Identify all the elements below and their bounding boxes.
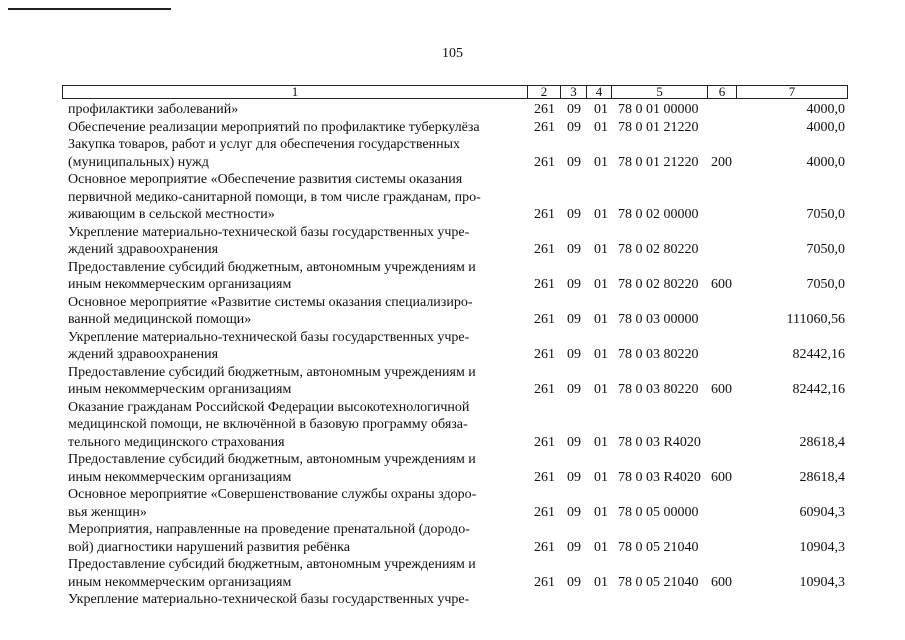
code-section: 09 — [567, 382, 581, 397]
code-admin: 261 — [534, 347, 555, 362]
code-subsection: 01 — [594, 382, 608, 397]
amount: 28618,4 — [799, 434, 845, 450]
description-line: Мероприятия, направленные на проведение пренатальной (дородо- — [68, 522, 470, 537]
description-line: вой) диагностики нарушений развития ребёнка — [68, 539, 350, 555]
amount: 7050,0 — [806, 277, 845, 292]
code-admin: 261 — [534, 102, 555, 117]
code-admin: 261 — [534, 539, 555, 555]
description-line: иным некоммерческим организациям — [68, 469, 292, 485]
column-header-2: 2 — [527, 85, 561, 99]
code-target-item: 78 0 02 00000 — [618, 207, 699, 222]
table-row — [0, 171, 905, 224]
column-header-4: 4 — [586, 85, 612, 99]
table-row — [0, 294, 905, 329]
column-header-5: 5 — [611, 85, 708, 99]
row-description — [68, 294, 520, 329]
description-line: (муниципальных) нужд — [68, 154, 209, 170]
code-target-item: 78 0 02 80220 — [618, 242, 699, 257]
row-description — [68, 521, 520, 556]
code-target-item: 78 0 02 80220 — [618, 277, 699, 292]
description-line: Закупка товаров, работ и услуг для обеспечения государственных — [68, 137, 461, 152]
description-line: ванной медицинской помощи» — [68, 312, 252, 327]
code-section: 09 — [567, 277, 581, 292]
table-row — [0, 399, 905, 452]
table-row — [0, 119, 905, 137]
description-line: иным некоммерческим организациям — [68, 574, 292, 590]
code-target-item: 78 0 03 80220 — [618, 347, 699, 362]
description-line: Укрепление материально-технической базы государственных учре- — [68, 329, 470, 345]
table-row — [0, 521, 905, 556]
code-subsection: 01 — [594, 469, 608, 485]
code-admin: 261 — [534, 154, 555, 170]
description-line: Основное мероприятие «Развитие системы оказания специализиро- — [68, 294, 473, 310]
description-line: Оказание гражданам Российской Федерации высокотехнологичной — [68, 399, 470, 415]
code-expense-type: 600 — [711, 574, 732, 590]
amount: 4000,0 — [806, 154, 845, 170]
code-expense-type: 600 — [711, 469, 732, 485]
code-section: 09 — [567, 504, 581, 520]
amount: 10904,3 — [799, 574, 845, 590]
description-line: Предоставление субсидий бюджетным, автономным учреждениям и — [68, 259, 476, 275]
code-expense-type: 600 — [711, 277, 732, 292]
table-row — [0, 224, 905, 259]
amount: 4000,0 — [806, 102, 845, 117]
description-line: Основное мероприятие «Совершенствование службы охраны здоро- — [68, 487, 477, 502]
code-subsection: 01 — [594, 119, 608, 135]
code-admin: 261 — [534, 382, 555, 397]
table-row — [0, 591, 905, 609]
row-description — [68, 119, 520, 137]
description-line: профилактики заболеваний» — [68, 102, 239, 117]
code-admin: 261 — [534, 277, 555, 292]
table-row — [0, 101, 905, 119]
row-description — [68, 556, 520, 591]
description-line: тельного медицинского страхования — [68, 434, 285, 450]
row-description — [68, 259, 520, 294]
code-section: 09 — [567, 574, 581, 590]
code-target-item: 78 0 03 R4020 — [618, 434, 701, 450]
row-description — [68, 171, 520, 224]
code-section: 09 — [567, 207, 581, 222]
code-subsection: 01 — [594, 539, 608, 555]
code-section: 09 — [567, 119, 581, 135]
code-admin: 261 — [534, 434, 555, 450]
column-header-7: 7 — [736, 85, 848, 99]
code-expense-type: 600 — [711, 382, 732, 397]
code-target-item: 78 0 03 R4020 — [618, 469, 701, 485]
code-section: 09 — [567, 312, 581, 327]
amount: 82442,16 — [792, 382, 845, 397]
row-description — [68, 329, 520, 364]
table-row — [0, 486, 905, 521]
description-line: живающим в сельской местности» — [68, 207, 275, 222]
code-section: 09 — [567, 469, 581, 485]
table-row — [0, 259, 905, 294]
amount: 111060,56 — [786, 312, 845, 327]
description-line: первичной медико-санитарной помощи, в том числе гражданам, про- — [68, 189, 481, 205]
description-line: ждений здравоохранения — [68, 347, 219, 362]
row-description — [68, 591, 520, 609]
code-section: 09 — [567, 102, 581, 117]
description-line: иным некоммерческим организациям — [68, 382, 292, 397]
amount: 4000,0 — [806, 119, 845, 135]
description-line: Укрепление материально-технической базы государственных учре- — [68, 224, 470, 240]
amount: 28618,4 — [799, 469, 845, 485]
code-admin: 261 — [534, 574, 555, 590]
code-section: 09 — [567, 242, 581, 257]
code-target-item: 78 0 03 00000 — [618, 312, 699, 327]
row-description — [68, 224, 520, 259]
row-description — [68, 101, 520, 119]
code-admin: 261 — [534, 119, 555, 135]
row-description — [68, 451, 520, 486]
code-target-item: 78 0 01 21220 — [618, 119, 699, 135]
page-number: 105 — [442, 46, 463, 61]
column-header-6: 6 — [707, 85, 737, 99]
row-description — [68, 364, 520, 399]
amount: 7050,0 — [806, 207, 845, 222]
code-section: 09 — [567, 347, 581, 362]
code-admin: 261 — [534, 312, 555, 327]
column-header-3: 3 — [560, 85, 587, 99]
description-line: Предоставление субсидий бюджетным, автономным учреждениям и — [68, 364, 476, 380]
description-line: ждений здравоохранения — [68, 242, 219, 257]
code-subsection: 01 — [594, 574, 608, 590]
description-line: Укрепление материально-технической базы государственных учре- — [68, 592, 470, 607]
code-target-item: 78 0 05 21040 — [618, 539, 699, 555]
code-subsection: 01 — [594, 242, 608, 257]
table-row — [0, 329, 905, 364]
code-admin: 261 — [534, 469, 555, 485]
description-line: Предоставление субсидий бюджетным, автономным учреждениям и — [68, 452, 476, 467]
code-section: 09 — [567, 154, 581, 170]
description-line: вья женщин» — [68, 504, 147, 520]
description-line: Предоставление субсидий бюджетным, автономным учреждениям и — [68, 557, 476, 572]
code-subsection: 01 — [594, 504, 608, 520]
code-subsection: 01 — [594, 434, 608, 450]
description-line: иным некоммерческим организациям — [68, 277, 292, 292]
code-subsection: 01 — [594, 347, 608, 362]
code-subsection: 01 — [594, 277, 608, 292]
row-description — [68, 136, 520, 171]
code-subsection: 01 — [594, 102, 608, 117]
code-subsection: 01 — [594, 207, 608, 222]
code-target-item: 78 0 05 00000 — [618, 504, 699, 520]
code-section: 09 — [567, 434, 581, 450]
code-target-item: 78 0 01 21220 — [618, 154, 699, 170]
code-section: 09 — [567, 539, 581, 555]
amount: 7050,0 — [806, 242, 845, 257]
row-description — [68, 399, 520, 452]
code-subsection: 01 — [594, 312, 608, 327]
code-target-item: 78 0 05 21040 — [618, 574, 699, 590]
table-row — [0, 136, 905, 171]
code-admin: 261 — [534, 504, 555, 520]
code-admin: 261 — [534, 207, 555, 222]
amount: 60904,3 — [799, 504, 845, 520]
column-header-1: 1 — [62, 85, 528, 99]
table-row — [0, 364, 905, 399]
code-target-item: 78 0 01 00000 — [618, 102, 699, 117]
table-row — [0, 556, 905, 591]
description-line: Основное мероприятие «Обеспечение развития системы оказания — [68, 172, 463, 187]
description-line: медицинской помощи, не включённой в базовую программу обяза- — [68, 417, 468, 432]
code-admin: 261 — [534, 242, 555, 257]
amount: 10904,3 — [799, 539, 845, 555]
description-line: Обеспечение реализации мероприятий по профилактике туберкулёза — [68, 119, 480, 135]
amount: 82442,16 — [792, 347, 845, 362]
code-subsection: 01 — [594, 154, 608, 170]
row-description — [68, 486, 520, 521]
code-target-item: 78 0 03 80220 — [618, 382, 699, 397]
table-row — [0, 451, 905, 486]
code-expense-type: 200 — [711, 154, 732, 170]
